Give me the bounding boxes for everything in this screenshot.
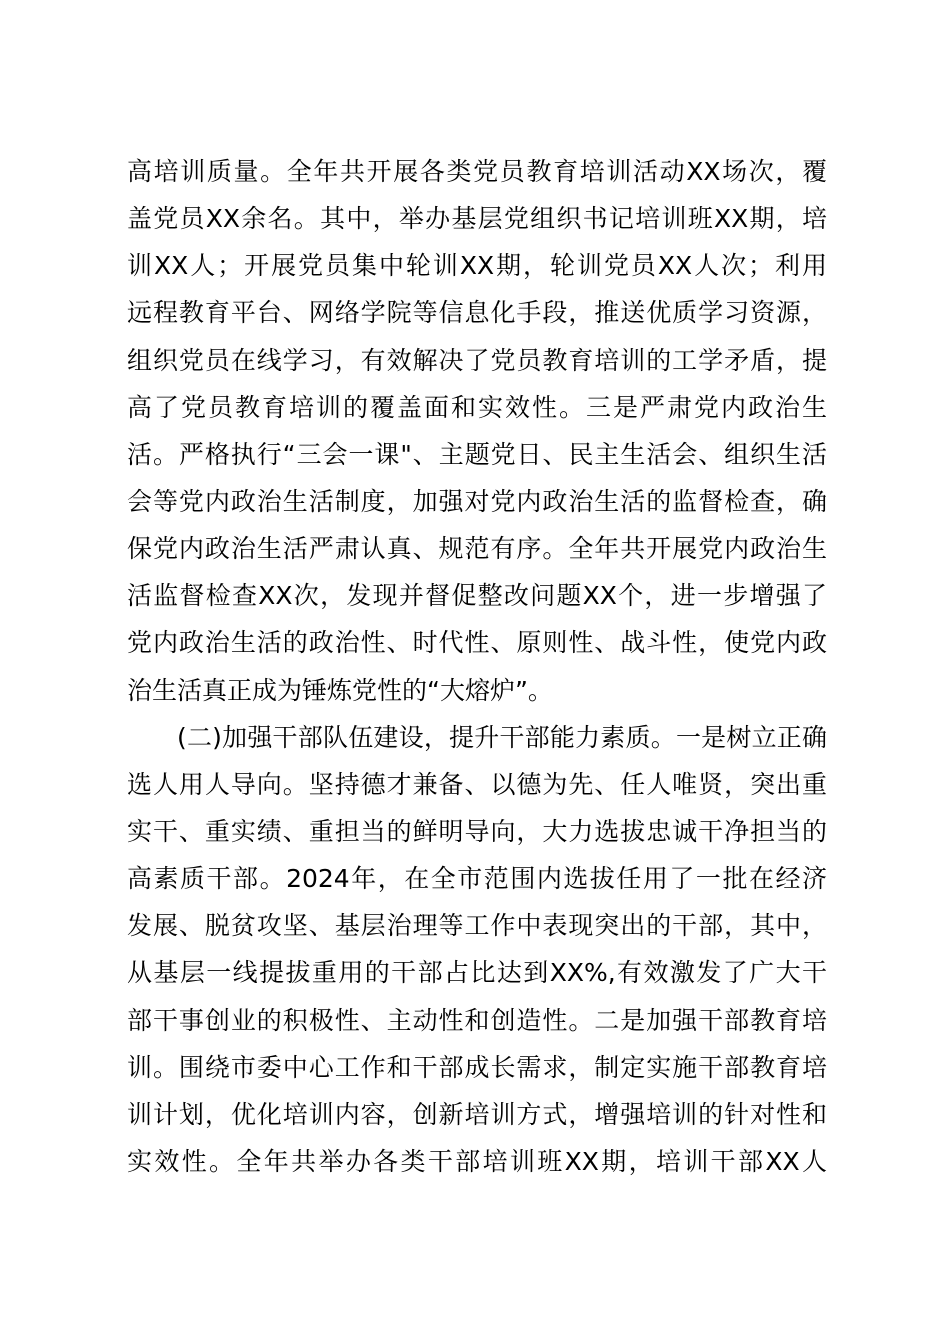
text-line: 训。围绕市委中心工作和干部成长需求，制定实施干部教育培 (127, 1052, 827, 1082)
text-line: 高素质干部。2024年，在全市范围内选拔任用了一批在经济 (127, 864, 827, 894)
text-line: 组织党员在线学习，有效解决了党员教育培训的工学矛盾，提 (127, 345, 827, 375)
text-line: 实效性。全年共举办各类干部培训班XX期，培训干部XX人 (127, 1146, 827, 1176)
body-text (127, 148, 827, 1185)
text-line: 从基层一线提拔重用的干部占比达到XX%,有效激发了广大干 (127, 958, 827, 988)
text-line: 保党内政治生活严肃认真、规范有序。全年共开展党内政治生 (127, 534, 827, 564)
section-heading-line: (二)加强干部队伍建设，提升干部能力素质。一是树立正确 (177, 722, 827, 752)
text-line: 训计划，优化培训内容，创新培训方式，增强培训的针对性和 (127, 1099, 827, 1129)
text-line: 远程教育平台、网络学院等信息化手段，推送优质学习资源， (127, 298, 827, 328)
text-line: 党内政治生活的政治性、时代性、原则性、战斗性，使党内政 (127, 628, 827, 658)
text-line: 部干事创业的积极性、主动性和创造性。二是加强干部教育培 (127, 1005, 827, 1035)
text-line: 活监督检查XX次，发现并督促整改问题XX个，进一步增强了 (127, 581, 827, 611)
text-line: 活。严格执行“三会一课"、主题党日、民主生活会、组织生活 (127, 439, 827, 469)
text-line: 选人用人导向。坚持德才兼备、以德为先、任人唯贤，突出重 (127, 769, 827, 799)
text-line: 发展、脱贫攻坚、基层治理等工作中表现突出的干部，其中， (127, 911, 827, 941)
text-line: 训XX人；开展党员集中轮训XX期，轮训党员XX人次；利用 (127, 251, 827, 281)
text-line: 高了党员教育培训的覆盖面和实效性。三是严肃党内政治生 (127, 392, 827, 422)
text-line: 高培训质量。全年共开展各类党员教育培训活动XX场次，覆 (127, 157, 827, 186)
text-line: 盖党员XX余名。其中，举办基层党组织书记培训班XX期，培 (127, 204, 827, 234)
text-line: 实干、重实绩、重担当的鲜明导向，大力选拔忠诚干净担当的 (127, 816, 827, 846)
text-line: 治生活真正成为锤炼党性的“大熔炉”。 (127, 675, 553, 705)
text-line: 会等党内政治生活制度，加强对党内政治生活的监督检查，确 (127, 486, 827, 516)
